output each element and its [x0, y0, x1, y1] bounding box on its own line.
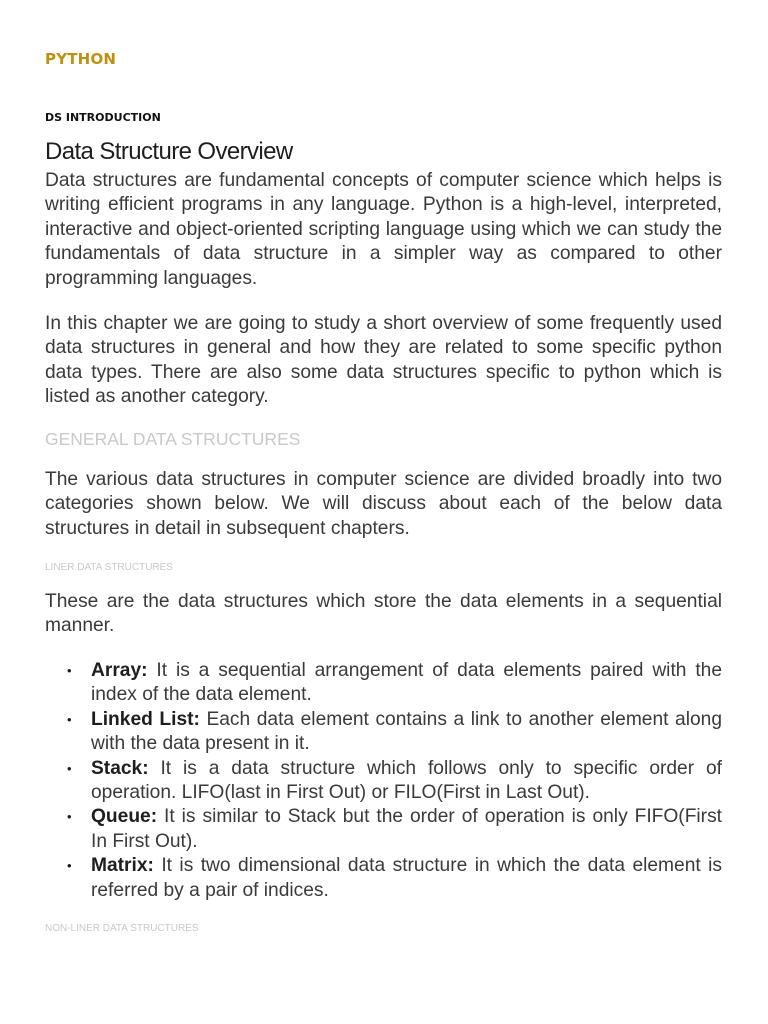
bullet-icon: •: [67, 663, 72, 678]
liner-data-structures-heading: LINER DATA STRUCTURES: [45, 562, 173, 573]
non-liner-data-structures-heading: NON-LINER DATA STRUCTURES: [45, 923, 199, 934]
list-item-term: Array:: [91, 660, 148, 681]
section-label: DS INTRODUCTION: [45, 111, 161, 124]
list-item-desc: It is similar to Stack but the order of operation is only FIFO(First In First Out).: [91, 806, 722, 852]
list-item-term: Stack:: [91, 757, 149, 779]
list-item-linked-list: [45, 708, 722, 757]
list-item-term: Queue:: [91, 806, 158, 828]
general-data-structures-paragraph: The various data structures in computer science are divided broadly into two categories shown below. We will discuss about each of the below data structures in detail in subsequent chapters.: [45, 469, 722, 539]
list-item-desc: It is two dimensional data structure in which the data element is referred by a pair of indices.: [91, 855, 722, 901]
list-item-stack: [45, 757, 722, 806]
data-structure-list: [45, 659, 722, 903]
general-data-structures-heading: GENERAL DATA STRUCTURES: [45, 429, 301, 449]
page-title: Data Structure Overview: [45, 138, 293, 165]
bullet-icon: •: [67, 858, 72, 874]
list-item-queue: [45, 805, 722, 854]
list-item-desc: It is a sequential arrangement of data elements paired with the index of the data element.: [91, 660, 722, 706]
bullet-icon: •: [67, 809, 72, 825]
category-label: PYTHON: [45, 50, 117, 68]
list-item-matrix: [45, 854, 722, 903]
chapter-paragraph: In this chapter we are going to study a short overview of some frequently used data structures in general and how they are related to some specific python data types. There are also some data structures specific to python which is listed as another category.: [45, 313, 722, 408]
list-item-term: Matrix:: [91, 855, 154, 877]
liner-data-structures-paragraph: These are the data structures which store the data elements in a sequential manner.: [45, 591, 722, 637]
list-item-term: Linked List:: [91, 708, 200, 730]
bullet-icon: •: [67, 760, 72, 776]
intro-paragraph: Data structures are fundamental concepts of computer science which helps is writing efficient programs in any language. Python is a high-level, interpreted, interactive and object-oriented scripting language using which we can study the fundamentals of data structure in a simpler way as compared to other programming languages.: [45, 170, 722, 289]
bullet-icon: •: [67, 711, 72, 727]
list-item-array: [45, 659, 722, 708]
list-item-desc: It is a data structure which follows only to specific order of operation. LIFO(last in First Out) or FILO(First in Last Out).: [91, 757, 722, 804]
list-item-desc: Each data element contains a link to another element along with the data present in it.: [91, 708, 722, 755]
